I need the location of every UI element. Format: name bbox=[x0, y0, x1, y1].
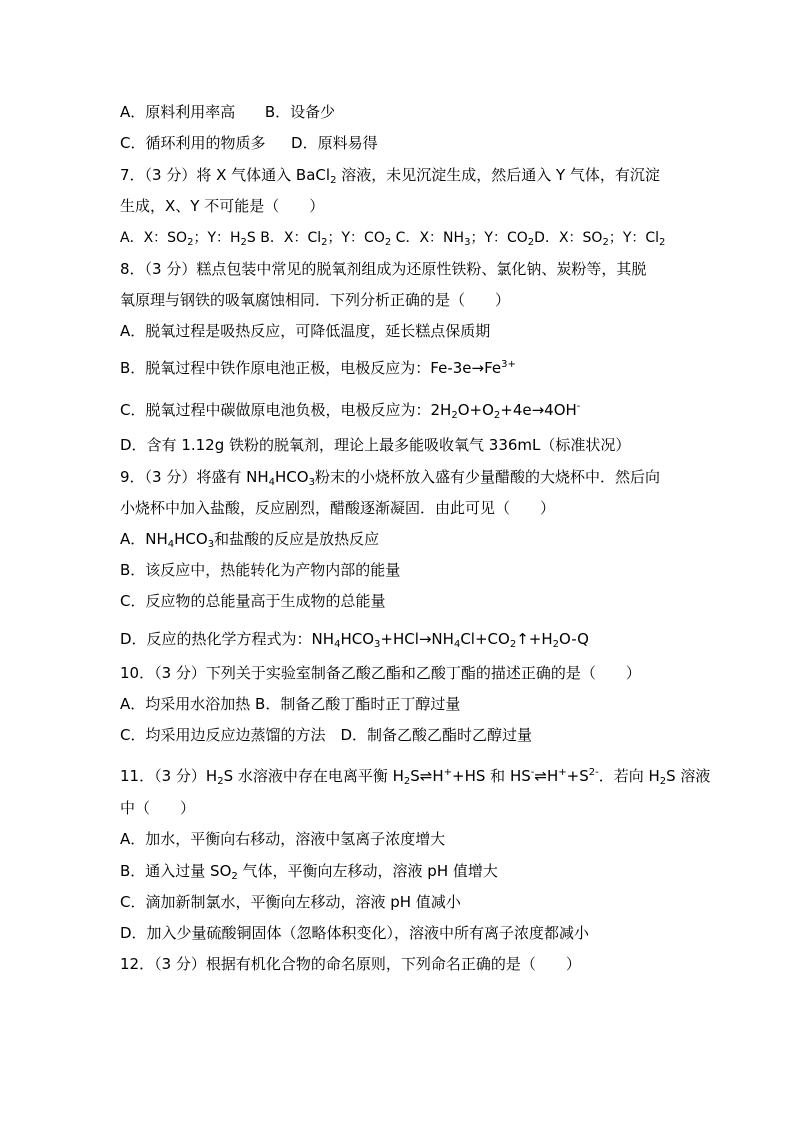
q7-stem-line1: 7．（3 分）将 X 气体通入 BaCl$_2$ 溶液，未见沉淀生成，然后通入 Y 气体，有沉淀 bbox=[120, 166, 660, 186]
q8-option-a: A．脱氧过程是吸热反应，可降低温度，延长糕点保质期 bbox=[120, 322, 491, 340]
q11-option-c: C．滴加新制氯水，平衡向左移动，溶液 pH 值减小 bbox=[120, 893, 461, 911]
q10-stem: 10．（3 分）下列关于实验室制备乙酸乙酯和乙酸丁酯的描述正确的是（ ） bbox=[120, 664, 641, 682]
q6-option-c: C．循环利用的物质多 bbox=[120, 134, 266, 152]
q6-option-b: B．设备少 bbox=[264, 103, 336, 121]
q11-option-d: D．加入少量硫酸铜固体（忽略体积变化），溶液中所有离子浓度都减小 bbox=[120, 924, 590, 942]
q6-options-cd bbox=[120, 132, 378, 154]
q11-stem-line1: 11．（3 分）$H_2S$ 水溶液中存在电离平衡 $H_2S\rightleftharpoons H^++HS$ 和 $HS^-\rightleftharpoons H^++S^{2-}$．若向 $H_2S$ 溶液 bbox=[120, 767, 711, 787]
q10-options-ab: A．均采用水浴加热 B．制备乙酸丁酯时正丁醇过量 bbox=[120, 695, 461, 713]
q7-options: A．X：$SO_2$；Y：$H_2S$ B．X：$Cl_2$；Y：$CO_2$ C．X：$NH_3$；Y：$CO_2D$．X：$SO_2$；Y：$Cl_2$ bbox=[120, 230, 666, 248]
q11-option-b: B．通入过量 $SO_2$ 气体，平衡向左移动，溶液 pH 值增大 bbox=[120, 862, 498, 882]
q8-option-d: D．含有 1.12g 铁粉的脱氧剂，理论上最多能吸收氧气 336mL（标准状况） bbox=[120, 436, 631, 454]
q12-stem: 12．（3 分）根据有机化合物的命名原则，下列命名正确的是（ ） bbox=[120, 955, 581, 973]
q6-options-ab bbox=[120, 101, 335, 123]
q9-option-d: D．反应的热化学方程式为：$NH_4HCO_3+HCl\to NH_4Cl+CO_2↑+H_2O-Q$ bbox=[120, 630, 589, 650]
q8-option-b: B．脱氧过程中铁作原电池正极，电极反应为：$Fe-3e\to Fe^{3+}$ bbox=[120, 359, 516, 377]
q9-option-b: B．该反应中，热能转化为产物内部的能量 bbox=[120, 561, 401, 579]
q10-options-cd: C．均采用边反应边蒸馏的方法 D．制备乙酸乙酯时乙醇过量 bbox=[120, 726, 533, 744]
q9-stem-line2: 小烧杯中加入盐酸，反应剧烈，醋酸逐渐凝固．由此可见（ ） bbox=[120, 499, 556, 517]
q9-option-a: A．$NH_4HCO_3$和盐酸的反应是放热反应 bbox=[120, 530, 380, 550]
q8-stem-line2: 氧原理与钢铁的吸氧腐蚀相同．下列分析正确的是（ ） bbox=[120, 291, 511, 309]
q8-stem-line1: 8．（3 分）糕点包装中常见的脱氧剂组成为还原性铁粉、氯化钠、炭粉等，其脱 bbox=[120, 260, 647, 278]
q11-stem-line2: 中（ ） bbox=[120, 799, 196, 817]
q8-option-c: C．脱氧过程中碳做原电池负极，电极反应为：$2H_2O+O_2+4e\to 4OH^-$ bbox=[120, 401, 581, 421]
q11-option-a: A．加水，平衡向右移动，溶液中氢离子浓度增大 bbox=[120, 830, 446, 848]
q9-option-c: C．反应物的总能量高于生成物的总能量 bbox=[120, 592, 386, 610]
q6-option-a: A．原料利用率高 bbox=[120, 103, 236, 121]
q7-stem-line2: 生成，X、Y 不可能是（ ） bbox=[120, 197, 325, 215]
q9-stem-line1: 9．（3 分）将盛有 $NH_4HCO_3$粉末的小烧杯放入盛有少量醋酸的大烧杯中．然后向 bbox=[120, 468, 660, 488]
q6-option-d: D．原料易得 bbox=[291, 134, 378, 152]
